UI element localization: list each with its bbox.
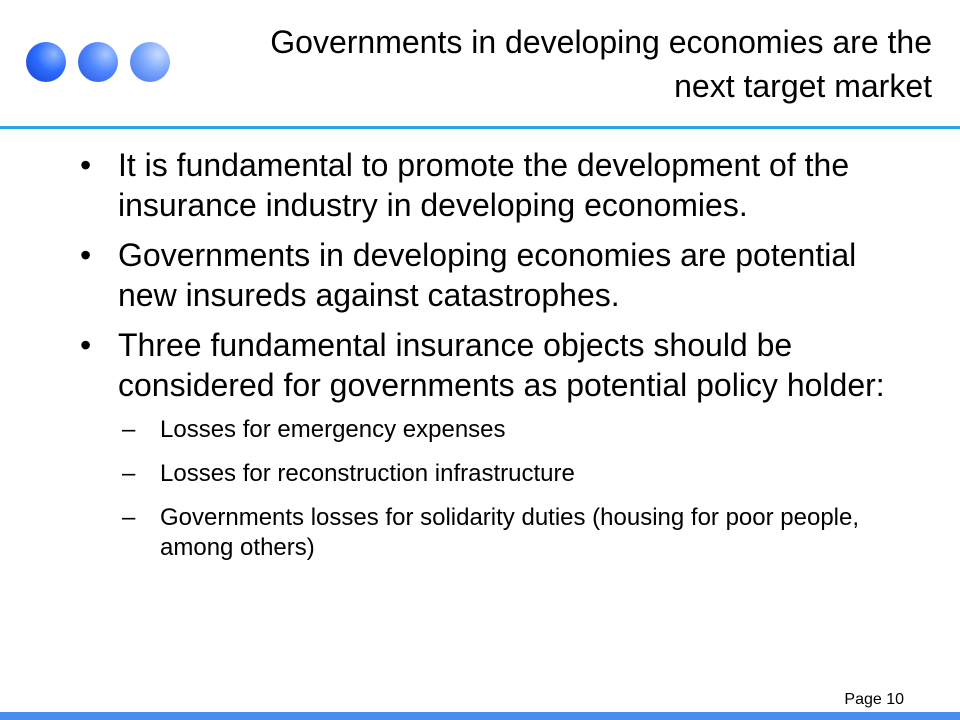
bullet-icon: • <box>80 237 92 273</box>
sub-bullet-text: Losses for emergency expenses <box>160 416 506 443</box>
dash-icon: – <box>122 416 136 443</box>
slide-title: Governments in developing economies are the next target market <box>270 24 932 104</box>
bullet-icon: • <box>80 147 92 183</box>
footer-bar <box>0 712 960 720</box>
slide-body <box>80 145 920 577</box>
bullet-icon: • <box>80 327 92 363</box>
sub-bullet-item <box>80 415 920 445</box>
bullet-item <box>80 235 920 315</box>
sub-bullet-text: Governments losses for solidarity duties (housing for poor people, among others) <box>160 504 860 561</box>
sub-bullet-item <box>80 503 920 563</box>
title-divider <box>0 126 960 129</box>
sub-bullet-text: Losses for reconstruction infrastructure <box>160 460 575 487</box>
decorative-dots <box>26 42 176 82</box>
bullet-text: Governments in developing economies are potential new insureds against catastrophes. <box>118 237 857 313</box>
bullet-text: Three fundamental insurance objects should be considered for governments as potential policy holder: <box>118 327 885 403</box>
dot-icon <box>78 42 118 82</box>
sub-bullet-list <box>80 415 920 563</box>
dash-icon: – <box>122 504 136 531</box>
dot-icon <box>130 42 170 82</box>
sub-bullet-item <box>80 459 920 489</box>
bullet-text: It is fundamental to promote the development of the insurance industry in developing economies. <box>118 147 850 223</box>
bullet-item <box>80 145 920 225</box>
dot-icon <box>26 42 66 82</box>
page-number: Page 10 <box>844 691 904 708</box>
dash-icon: – <box>122 460 136 487</box>
bullet-item <box>80 325 920 405</box>
